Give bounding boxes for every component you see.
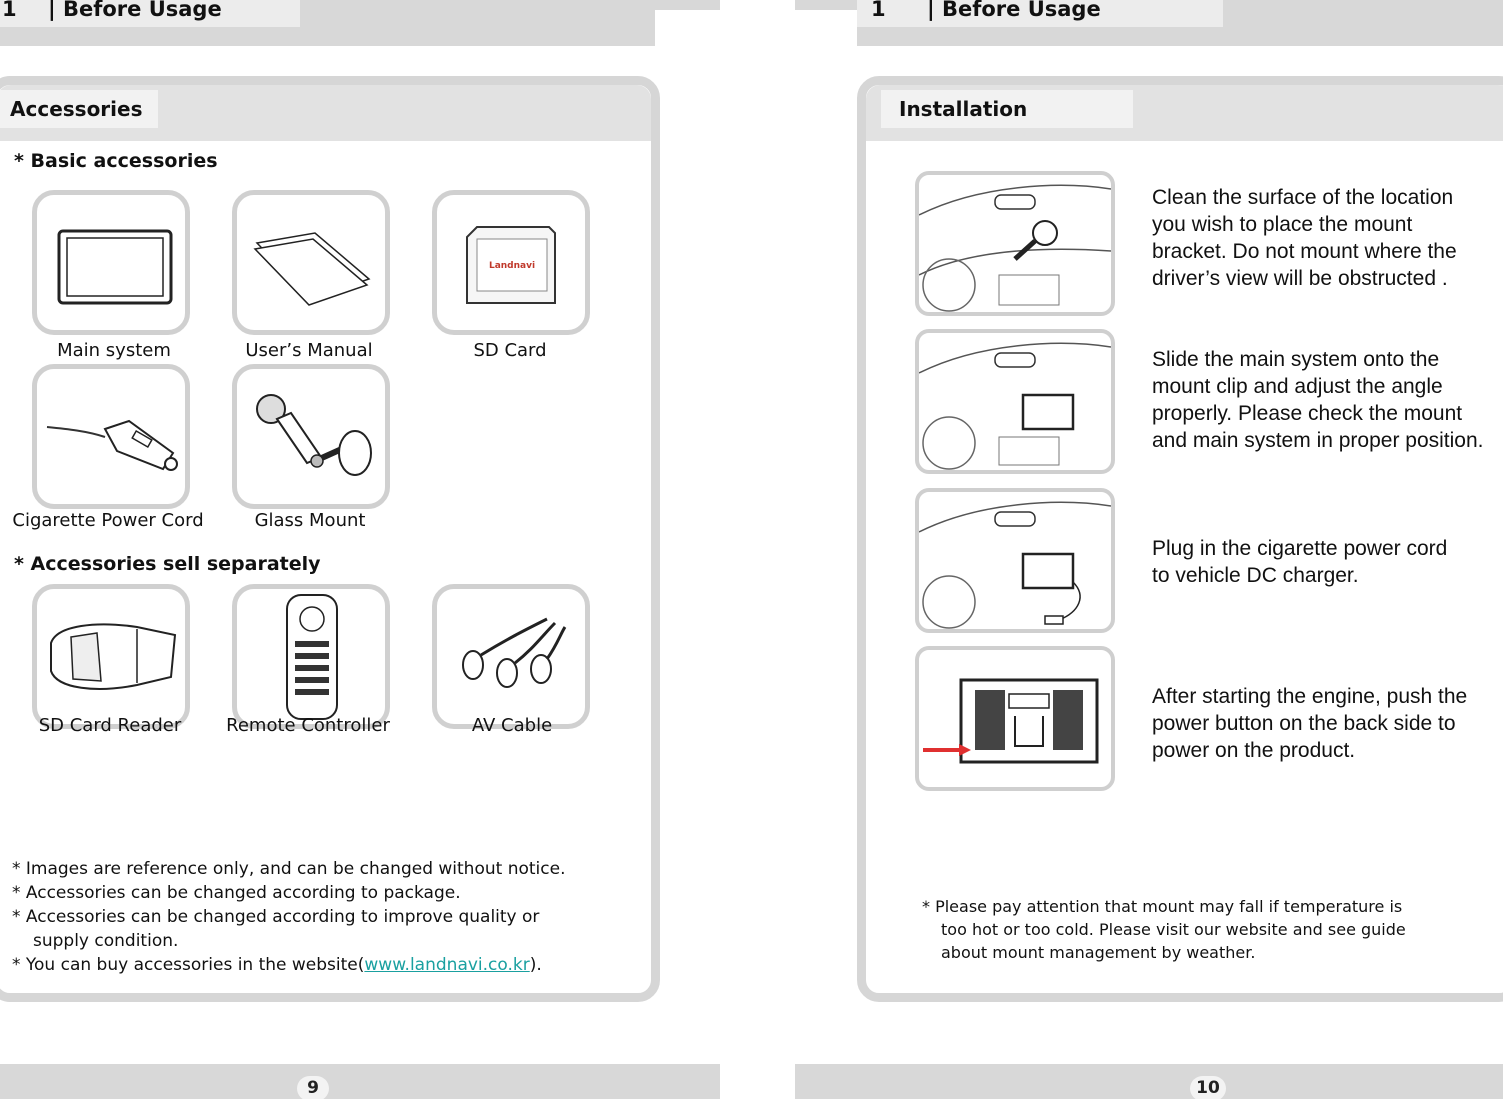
main-system-icon — [37, 195, 185, 330]
sd-card-box — [432, 190, 590, 335]
page-9 — [0, 0, 720, 1099]
card-reader-box — [32, 584, 190, 729]
header-title: | Before Usage — [48, 0, 222, 21]
accessory-notes — [12, 857, 622, 977]
page-10 — [795, 0, 1503, 1099]
header-tab — [0, 0, 300, 27]
glass-mount-box — [232, 364, 390, 509]
note-line: * Accessories can be changed according to package. — [12, 883, 461, 903]
header-tab — [857, 0, 1223, 27]
item-label: SD Card — [473, 340, 547, 361]
power-button-step-icon — [919, 650, 1111, 787]
header-title: | Before Usage — [927, 0, 1101, 21]
item-label: User’s Manual — [245, 340, 373, 361]
page-number: 10 — [1190, 1076, 1226, 1099]
glass-mount-icon — [237, 369, 385, 504]
install-step-1-text: Clean the surface of the location you wish to place the mount bracket. Do not mount where the driver’s view will be obstructed . — [1152, 186, 1457, 290]
header-number: 1 — [871, 0, 886, 21]
install-step-2-text: Slide the main system onto the mount clip and adjust the angle properly. Please check the mount and main system in proper position. — [1152, 348, 1484, 452]
card-reader-icon — [37, 589, 185, 724]
attach-device-step-icon — [919, 333, 1111, 470]
page-number: 9 — [297, 1076, 329, 1099]
sd-card-brand: Landnavi — [488, 261, 536, 271]
note-line: * Accessories can be changed according to improve quality or — [12, 907, 540, 927]
main-system-box — [32, 190, 190, 335]
website-link[interactable]: www.landnavi.co.kr — [364, 955, 530, 975]
power-cord-icon — [37, 369, 185, 504]
section-title: Accessories — [0, 90, 158, 128]
item-label: AV Cable — [471, 715, 553, 736]
install-step-4-text: After starting the engine, push the power button on the back side to power on the product. — [1152, 685, 1468, 762]
plug-cord-step-icon — [919, 492, 1111, 629]
windshield-mount-step-icon — [919, 175, 1111, 312]
av-cable-box — [432, 584, 590, 729]
install-step-1-image — [915, 171, 1115, 316]
item-label: Glass Mount — [254, 510, 366, 531]
separate-accessories-heading: * Accessories sell separately — [14, 553, 321, 575]
header-number: 1 — [2, 0, 17, 21]
remote-box — [232, 584, 390, 729]
installation-note: * Please pay attention that mount may fall if temperature is too hot or too cold. Please visit our website and see guide about mount management by weather. — [922, 897, 1406, 962]
item-label: Remote Controller — [226, 715, 390, 736]
install-step-4-image — [915, 646, 1115, 791]
section-title: Installation — [881, 90, 1133, 128]
item-label: SD Card Reader — [38, 715, 182, 736]
manual-box — [232, 190, 390, 335]
item-label: Main system — [57, 340, 171, 361]
website-note: * You can buy accessories in the website(www.landnavi.co.kr). — [12, 955, 542, 975]
av-cable-icon — [437, 589, 585, 724]
note-line: supply condition. — [33, 931, 179, 951]
install-step-3-image — [915, 488, 1115, 633]
item-label: Cigarette Power Cord — [12, 510, 204, 531]
remote-icon — [237, 589, 385, 724]
sd-card-icon — [437, 195, 585, 330]
power-cord-box — [32, 364, 190, 509]
footer-band — [0, 1064, 720, 1099]
note-line: * Images are reference only, and can be changed without notice. — [12, 859, 566, 879]
install-step-2-image — [915, 329, 1115, 474]
manual-icon — [237, 195, 385, 330]
install-step-3-text: Plug in the cigarette power cord to vehicle DC charger. — [1152, 537, 1448, 587]
basic-accessories-heading: * Basic accessories — [14, 150, 218, 172]
footer-band — [795, 1064, 1503, 1099]
